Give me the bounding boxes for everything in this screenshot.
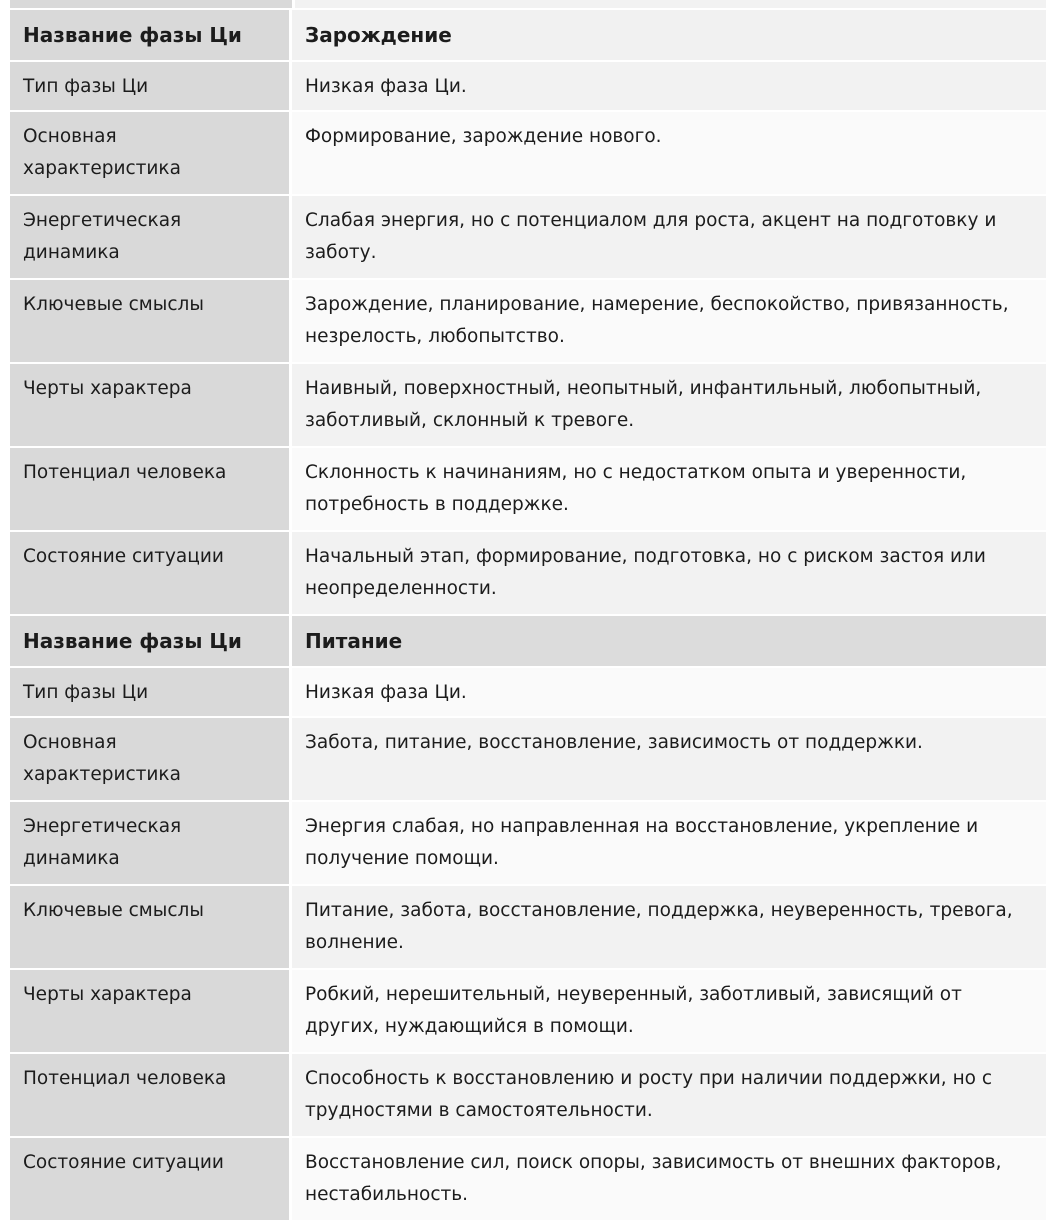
row-label: Черты характера: [10, 968, 292, 1052]
phase-header-row: [10, 8, 1046, 60]
table-row: [10, 278, 1046, 362]
table-row: [10, 666, 1046, 716]
row-value: Начальный этап, формирование, подготовка, но с риском застоя или неопределенности.: [292, 530, 1046, 614]
phase-name-value: Питание: [292, 614, 1046, 666]
row-label: Тип фазы Ци: [10, 666, 292, 716]
table-row: [10, 60, 1046, 110]
table-row: [10, 716, 1046, 800]
row-value: Зарождение, планирование, намерение, беспокойство, привязанность, незрелость, любопытство.: [292, 278, 1046, 362]
phase-name-label: Название фазы Ци: [10, 8, 292, 60]
table-row: [10, 1052, 1046, 1136]
qi-phases-document: [10, 0, 1046, 1220]
table-row: [10, 1136, 1046, 1220]
row-value: Низкая фаза Ци.: [292, 60, 1046, 110]
row-value: Робкий, нерешительный, неуверенный, заботливый, зависящий от других, нуждающийся в помощи.: [292, 968, 1046, 1052]
phase-name-label: Название фазы Ци: [10, 614, 292, 666]
row-label: Ключевые смыслы: [10, 278, 292, 362]
row-value: Низкая фаза Ци.: [292, 666, 1046, 716]
table-row: [10, 530, 1046, 614]
table-row: [10, 110, 1046, 194]
row-label: Черты характера: [10, 362, 292, 446]
table-row: [10, 800, 1046, 884]
row-label: Энергетическая динамика: [10, 800, 292, 884]
row-value: Наивный, поверхностный, неопытный, инфантильный, любопытный, заботливый, склонный к тревоге.: [292, 362, 1046, 446]
row-label: Тип фазы Ци: [10, 60, 292, 110]
phase-name-value: Зарождение: [292, 8, 1046, 60]
row-label: Потенциал человека: [10, 1052, 292, 1136]
table-row: [10, 194, 1046, 278]
row-value: Склонность к начинаниям, но с недостатком опыта и уверенности, потребность в поддержке.: [292, 446, 1046, 530]
row-label: Состояние ситуации: [10, 1136, 292, 1220]
row-label: Энергетическая динамика: [10, 194, 292, 278]
row-label: Состояние ситуации: [10, 530, 292, 614]
row-value: Способность к восстановлению и росту при наличии поддержки, но с трудностями в самостоятельности.: [292, 1052, 1046, 1136]
phase-header-row: [10, 614, 1046, 666]
qi-phases-table: [10, 8, 1046, 1220]
row-value: Питание, забота, восстановление, поддержка, неуверенность, тревога, волнение.: [292, 884, 1046, 968]
row-value: Восстановление сил, поиск опоры, зависимость от внешних факторов, нестабильность.: [292, 1136, 1046, 1220]
table-top-edge: [10, 0, 1046, 8]
table-row: [10, 362, 1046, 446]
row-value: Формирование, зарождение нового.: [292, 110, 1046, 194]
row-label: Потенциал человека: [10, 446, 292, 530]
row-value: Забота, питание, восстановление, зависимость от поддержки.: [292, 716, 1046, 800]
table-row: [10, 884, 1046, 968]
row-label: Ключевые смыслы: [10, 884, 292, 968]
row-value: Слабая энергия, но с потенциалом для роста, акцент на подготовку и заботу.: [292, 194, 1046, 278]
table-row: [10, 446, 1046, 530]
row-label: Основная характеристика: [10, 110, 292, 194]
table-row: [10, 968, 1046, 1052]
row-value: Энергия слабая, но направленная на восстановление, укрепление и получение помощи.: [292, 800, 1046, 884]
row-label: Основная характеристика: [10, 716, 292, 800]
